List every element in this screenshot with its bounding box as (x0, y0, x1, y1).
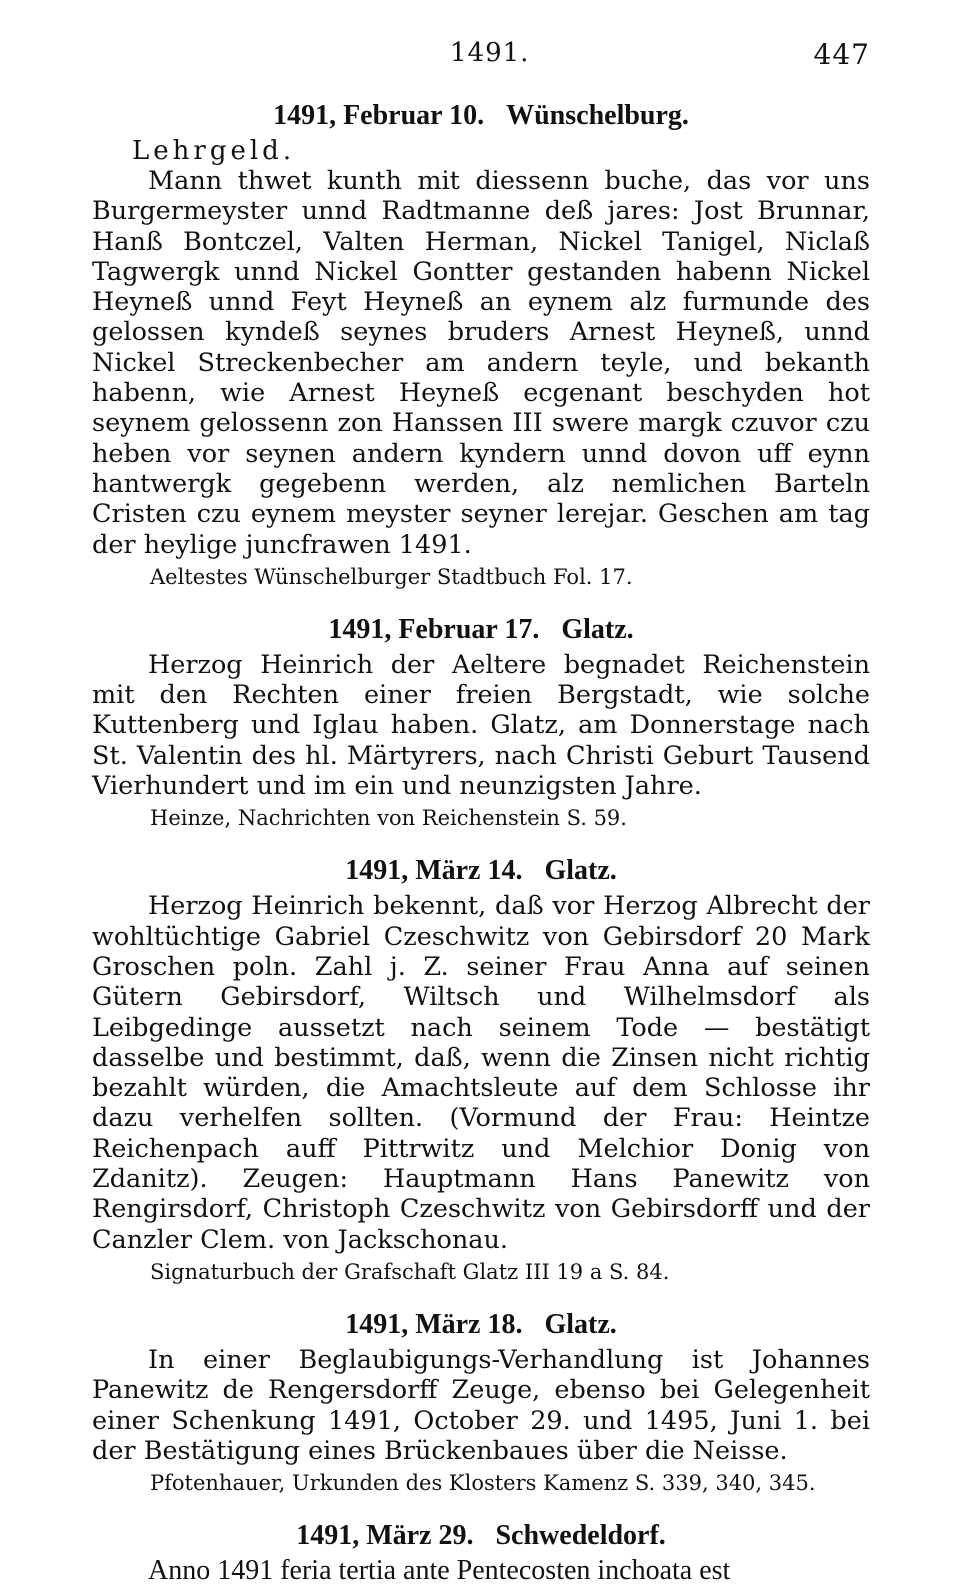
entry-text: In einer Beglaubigungs-Verhandlung ist Johannes Panewitz de Rengersdorff Zeuge, ebenso bei Gelegenheit einer Schenkung 1491, October 29. und 1495, Juni 1. bei der Bestätigung eines Brückenbaues über die Neisse. (92, 1344, 870, 1466)
entry-date: 1491, Februar 10. (273, 100, 485, 131)
entry-text: Herzog Heinrich der Aeltere begnadet Reichenstein mit den Rechten einer freien Bergstadt, wie solche Kuttenberg und Iglau haben. Glatz, am Donnerstage nach St. Valentin des hl. Märtyrers, nach Christi Geburt Tausend Vierhundert und im ein und neunzigsten Jahre. (92, 649, 870, 802)
entry-1491-maerz-18 (92, 1309, 870, 1498)
page-number: 447 (813, 38, 870, 71)
entry-1491-februar-17 (92, 614, 870, 833)
entry-1491-februar-10 (92, 100, 870, 592)
entry-heading (92, 1520, 870, 1552)
entry-place: Schwedeldorf. (495, 1520, 666, 1552)
entry-text: Mann thwet kunth mit diessenn buche, das vor uns Burgermeyster unnd Radtmanne deß jares: Jost Brunnar, Hanß Bontczel, Valten Herman, Nickel Tanigel, Niclaß Tagwergk unnd Nickel Gontter gestanden habenn Nickel Heyneß unnd Feyt Heyneß an eynem alz furmunde des gelossen kyndeß seynes bruders Arnest Heyneß, unnd Nickel Streckenbecher am andern teyle, und bekanth habenn, wie Arnest Heyneß ecgenant beschyden hot seynem gelossenn zon Hanssen III swere margk czuvor czu heben vor seynen andern kyndern unnd dovon uff eynn hantwergk gegebenn werden, alz nemlichen Barteln Cristen czu eynem meyster seyner lerejar. Geschen am tag der heylige juncfrawen 1491. (92, 166, 870, 560)
entry-date: 1491, März 14. (345, 855, 523, 887)
entry-place: Glatz. (544, 855, 617, 887)
entry-text: Herzog Heinrich bekennt, daß vor Herzog Albrecht der wohltüchtige Gabriel Czeschwitz von Gebirsdorf 20 Mark Groschen poln. Zahl j. Z. seiner Frau Anna auf seinen Gütern Gebirsdorf, Wiltsch und Wilhelmsdorf als Leibgedinge aussetzt nach seinem Tode — bestätigt dasselbe und bestimmt, daß, wenn die Zinsen nicht richtig bezahlt würden, die Amachtsleute auf dem Schlosse ihr dazu verhelfen sollten. (Vormund der Frau: Heintze Reichenpach auff Pittrwitz und Melchior Donig von Zdanitz). Zeugen: Hauptmann Hans Panewitz von Rengirsdorf, Christoph Czeschwitz von Gebirsdorff und der Canzler Clem. von Jackschonau. (92, 891, 870, 1255)
entry-heading (92, 1309, 870, 1341)
entry-text: Anno 1491 feria tertia ante Pentecosten inchoata est (148, 1555, 731, 1586)
entry-heading (92, 855, 870, 887)
entry-heading (92, 100, 870, 132)
entry-source: Signaturbuch der Grafschaft Glatz III 19 a S. 84. (150, 1259, 670, 1284)
entry-1491-maerz-14 (92, 855, 870, 1287)
entry-1491-maerz-29 (92, 1520, 870, 1586)
page (92, 38, 870, 1586)
entry-date: 1491, März 18. (345, 1308, 523, 1340)
entry-date: 1491, März 29. (296, 1520, 474, 1552)
entry-source: Heinze, Nachrichten von Reichenstein S. 59. (150, 806, 627, 831)
entry-place: Glatz. (544, 1308, 617, 1340)
entry-label: Lehrgeld. (132, 136, 296, 166)
entry-date: 1491, Februar 17. (328, 613, 540, 645)
entry-source: Aeltestes Wünschelburger Stadtbuch Fol. 17. (150, 564, 633, 589)
entry-heading (92, 614, 870, 646)
running-head-year: 1491. (450, 38, 530, 68)
running-head (92, 38, 870, 78)
entry-place: Glatz. (561, 613, 634, 645)
entry-place: Wünschelburg. (506, 100, 689, 131)
entry-source: Pfotenhauer, Urkunden des Klosters Kamenz S. 339, 340, 345. (150, 1471, 816, 1496)
